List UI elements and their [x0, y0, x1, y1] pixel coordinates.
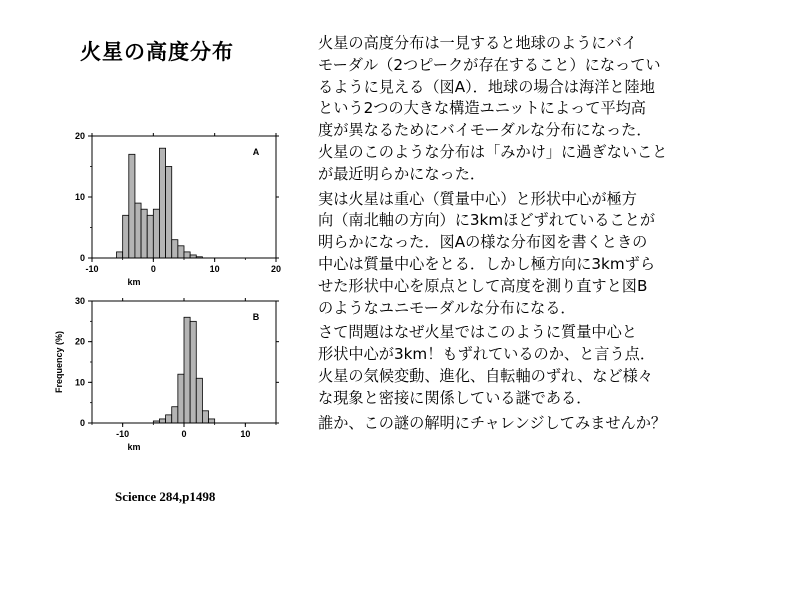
body-line: 誰か、この謎の解明にチャレンジしてみませんか？ — [318, 413, 667, 432]
y-tick-label: 10 — [74, 192, 85, 202]
slide-title: 火星の高度分布 — [80, 40, 234, 64]
body-text — [318, 33, 758, 437]
body-line: せた形状中心を原点として高度を測り直すと図B — [318, 276, 648, 295]
body-line: のようなユニモーダルな分布になる． — [318, 298, 576, 317]
x-tick-label: 10 — [240, 429, 251, 439]
y-tick-label: 0 — [79, 253, 85, 263]
body-line: るように見える（図A）．地球の場合は海洋と陸地 — [318, 77, 655, 96]
y-tick-label: 20 — [74, 131, 85, 141]
histogram-bar — [178, 246, 184, 258]
panel-label: A — [252, 147, 260, 157]
histogram-bar — [172, 407, 178, 423]
figure-citation: Science 284,p1498 — [115, 489, 216, 504]
histogram-bar — [129, 154, 135, 258]
body-line: さて問題はなぜ火星ではこのように質量中心と — [318, 323, 637, 342]
histogram-bar — [135, 203, 141, 258]
y-tick-label: 30 — [74, 296, 85, 306]
body-line: モーダル（2つピークが存在すること）になってい — [318, 55, 661, 74]
histogram-bar — [153, 209, 159, 258]
body-paragraph — [318, 189, 758, 320]
body-line: 明らかになった．図Aの様な分布図を書くときの — [318, 233, 648, 252]
x-tick-label: -10 — [85, 264, 99, 274]
body-line: 火星の高度分布は一見すると地球のようにバイ — [318, 34, 637, 52]
histogram-bar — [141, 209, 147, 258]
histogram-bar — [123, 215, 129, 258]
body-line: という2つの大きな構造ユニットによって平均高 — [318, 99, 646, 118]
histogram-bar — [184, 317, 190, 423]
histogram-bar — [202, 411, 208, 423]
histogram-bar — [166, 167, 172, 259]
histogram-bar — [209, 419, 215, 423]
histogram-bar — [159, 148, 165, 258]
y-tick-label: 20 — [74, 336, 85, 347]
body-line: 向（南北軸の方向）に3kmほどずれていることが — [318, 211, 656, 230]
panel-label: B — [252, 312, 260, 322]
histogram-bar — [159, 419, 165, 423]
y-axis-label: Frequency (%) — [54, 330, 64, 394]
body-line: 実は火星は重心（質量中心）と形状中心が極方 — [318, 189, 637, 208]
histogram-bar — [196, 378, 202, 423]
x-tick-label: 20 — [270, 264, 282, 274]
histogram-bar — [172, 240, 178, 258]
plot-frame — [92, 136, 276, 258]
histogram-figure — [48, 128, 288, 452]
histogram-svg — [48, 128, 288, 452]
body-line: が最近明らかになった． — [318, 164, 486, 183]
x-tick-label: -10 — [116, 429, 130, 439]
body-line: 中心は質量中心をとる．しかし極方向に3kmずら — [318, 254, 656, 273]
body-line: 火星のこのような分布は「みかけ」に過ぎないこと — [318, 142, 668, 161]
histogram-bar — [166, 415, 172, 423]
x-axis-label: km — [127, 277, 141, 287]
x-axis-label: km — [127, 442, 141, 452]
body-line: 度が異なるためにバイモーダルな分布になった． — [318, 121, 652, 140]
x-tick-label: 0 — [181, 429, 187, 439]
histogram-bar — [190, 321, 196, 423]
y-tick-label: 0 — [79, 418, 85, 428]
body-line: 火星の気候変動、進化、自転軸のずれ、など様々 — [318, 366, 654, 385]
histogram-bar — [147, 215, 153, 258]
y-tick-label: 10 — [74, 377, 85, 388]
body-line: 形状中心が3km！もずれているのか、と言う点． — [318, 345, 656, 364]
histogram-bar — [184, 252, 190, 258]
x-tick-label: 10 — [209, 264, 220, 274]
histogram-bar — [117, 252, 123, 258]
body-line: な現象と密接に関係している謎である． — [318, 388, 592, 407]
body-paragraph — [318, 413, 758, 435]
body-paragraph — [318, 322, 758, 409]
body-paragraph — [318, 33, 758, 186]
histogram-bar — [178, 374, 184, 423]
x-tick-label: 0 — [150, 264, 156, 274]
